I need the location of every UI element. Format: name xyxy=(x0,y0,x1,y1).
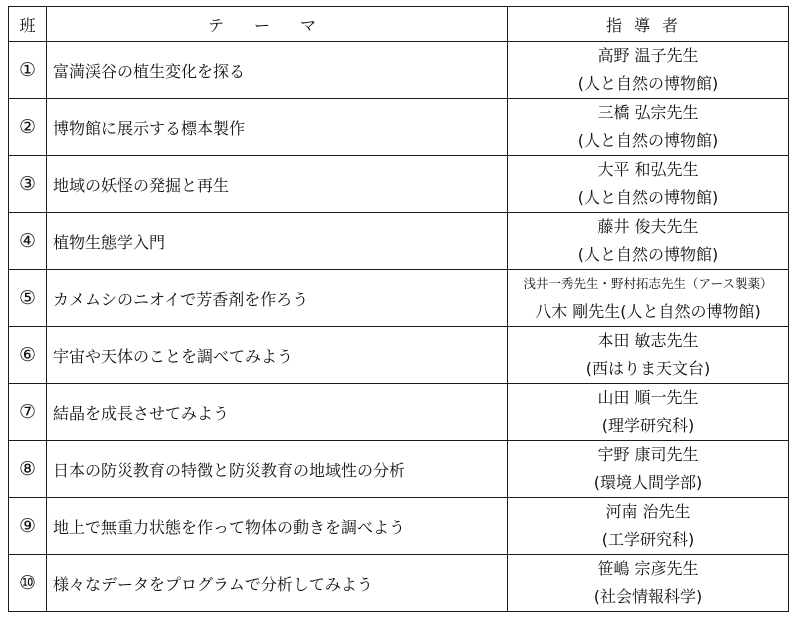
row-number: ② xyxy=(9,99,47,156)
mentor-affiliation: 八木 剛先生(人と自然の博物館) xyxy=(535,302,761,321)
row-number: ⑦ xyxy=(9,384,47,441)
row-number: ⑧ xyxy=(9,441,47,498)
mentor-affiliation: (社会情報科学) xyxy=(593,587,703,606)
mentor-affiliation: (西はりま天文台) xyxy=(585,359,711,378)
row-theme: 様々なデータをプログラムで分析してみよう xyxy=(47,555,508,612)
row-number: ⑨ xyxy=(9,498,47,555)
mentor-affiliation: (工学研究科) xyxy=(601,530,695,549)
mentor-name: 大平 和弘先生 xyxy=(597,160,699,179)
theme-table xyxy=(8,6,789,612)
header-theme: テーマ xyxy=(47,7,508,42)
row-theme: カメムシのニオイで芳香剤を作ろう xyxy=(47,270,508,327)
row-mentor xyxy=(508,99,789,156)
row-number: ⑥ xyxy=(9,327,47,384)
mentor-affiliation: (人と自然の博物館) xyxy=(577,74,719,93)
row-number: ⑤ xyxy=(9,270,47,327)
table-row xyxy=(9,384,789,441)
row-theme: 日本の防災教育の特徴と防災教育の地域性の分析 xyxy=(47,441,508,498)
row-theme: 地上で無重力状態を作って物体の動きを調べよう xyxy=(47,498,508,555)
row-mentor xyxy=(508,156,789,213)
row-theme: 博物館に展示する標本製作 xyxy=(47,99,508,156)
mentor-affiliation: (環境人間学部) xyxy=(593,473,703,492)
row-mentor xyxy=(508,270,789,327)
table-row xyxy=(9,99,789,156)
table-row xyxy=(9,156,789,213)
table-row xyxy=(9,270,789,327)
row-mentor xyxy=(508,327,789,384)
mentor-affiliation: (人と自然の博物館) xyxy=(577,188,719,207)
table-row xyxy=(9,555,789,612)
table-row xyxy=(9,498,789,555)
table-row xyxy=(9,42,789,99)
row-mentor xyxy=(508,498,789,555)
row-number: ④ xyxy=(9,213,47,270)
header-number: 班 xyxy=(9,7,47,42)
mentor-name: 山田 順一先生 xyxy=(597,388,699,407)
row-mentor xyxy=(508,213,789,270)
row-number: ① xyxy=(9,42,47,99)
mentor-name: 浅井一秀先生・野村拓志先生（アース製薬） xyxy=(523,276,773,291)
row-mentor xyxy=(508,441,789,498)
mentor-affiliation: (人と自然の博物館) xyxy=(577,131,719,150)
row-mentor xyxy=(508,555,789,612)
mentor-name: 河南 治先生 xyxy=(605,502,691,521)
row-theme: 富満渓谷の植生変化を探る xyxy=(47,42,508,99)
table-row xyxy=(9,441,789,498)
row-mentor xyxy=(508,384,789,441)
row-theme: 植物生態学入門 xyxy=(47,213,508,270)
mentor-affiliation: (理学研究科) xyxy=(601,416,695,435)
mentor-name: 笹嶋 宗彦先生 xyxy=(597,559,699,578)
table-header-row xyxy=(9,7,789,42)
row-number: ⑩ xyxy=(9,555,47,612)
header-mentor: 指導者 xyxy=(508,7,789,42)
mentor-name: 藤井 俊夫先生 xyxy=(597,217,699,236)
mentor-name: 本田 敏志先生 xyxy=(597,331,699,350)
row-theme: 結晶を成長させてみよう xyxy=(47,384,508,441)
mentor-name: 高野 温子先生 xyxy=(597,46,699,65)
row-theme: 地域の妖怪の発掘と再生 xyxy=(47,156,508,213)
mentor-affiliation: (人と自然の博物館) xyxy=(577,245,719,264)
table-row xyxy=(9,213,789,270)
table-row xyxy=(9,327,789,384)
mentor-name: 宇野 康司先生 xyxy=(597,445,699,464)
row-number: ③ xyxy=(9,156,47,213)
mentor-name: 三橋 弘宗先生 xyxy=(597,103,699,122)
row-theme: 宇宙や天体のことを調べてみよう xyxy=(47,327,508,384)
row-mentor xyxy=(508,42,789,99)
